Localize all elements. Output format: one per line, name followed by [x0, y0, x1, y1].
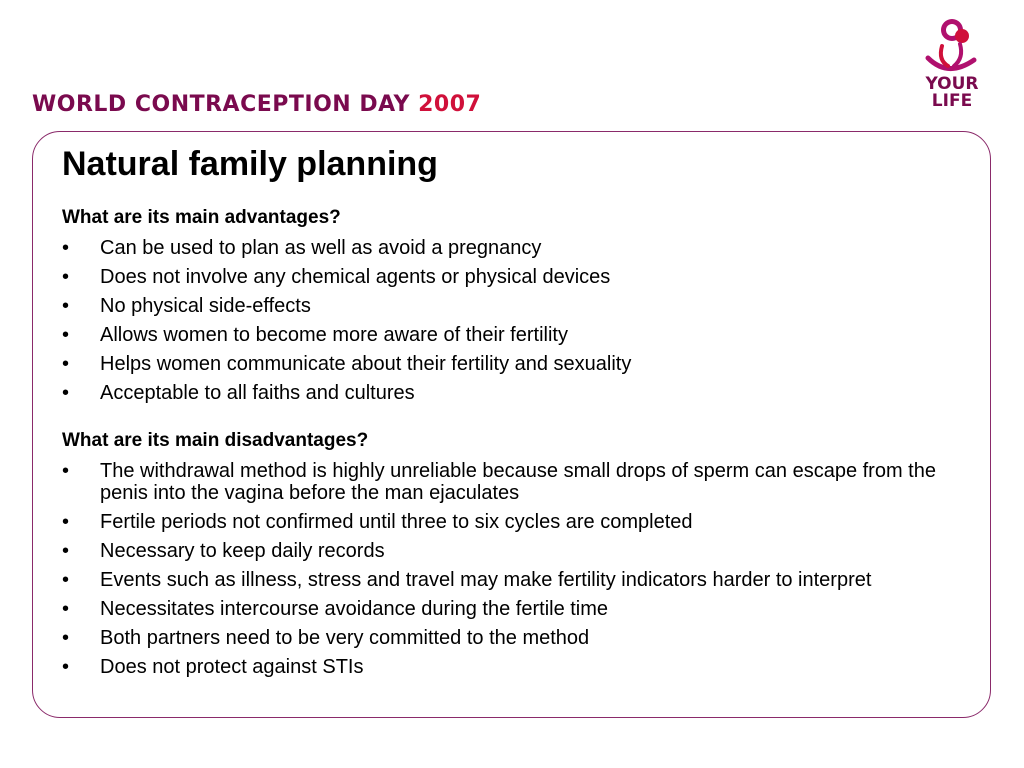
bullet-icon: • — [62, 460, 70, 482]
advantages-heading: What are its main advantages? — [62, 207, 341, 228]
disadvantages-heading: What are its main disadvantages? — [62, 430, 369, 451]
bullet-icon: • — [62, 295, 70, 317]
bullet-icon: • — [62, 353, 70, 375]
bullet-icon: • — [62, 627, 70, 649]
bullet-icon: • — [62, 237, 70, 259]
disadvantages-list — [62, 460, 962, 678]
list-item-text: Necessary to keep daily records — [100, 540, 385, 562]
list-item-text: Can be used to plan as well as avoid a pregnancy — [100, 237, 542, 259]
bullet-icon: • — [62, 569, 70, 591]
list-item-text: The withdrawal method is highly unreliable because small drops of sperm can escape from the penis into the vagina before the man ejaculates — [100, 460, 936, 504]
list-item — [62, 353, 962, 375]
list-item — [62, 627, 962, 649]
bullet-icon: • — [62, 656, 70, 678]
list-item — [62, 569, 962, 591]
list-item — [62, 511, 962, 533]
list-item-text: Fertile periods not confirmed until three to six cycles are completed — [100, 511, 693, 533]
list-item — [62, 460, 962, 504]
bullet-icon: • — [62, 266, 70, 288]
list-item-text: No physical side-effects — [100, 295, 311, 317]
list-item-text: Both partners need to be very committed to the method — [100, 627, 590, 649]
bullet-icon: • — [62, 382, 70, 404]
list-item-text: Acceptable to all faiths and cultures — [100, 382, 415, 404]
page-title: Natural family planning — [62, 145, 438, 183]
list-item-text: Events such as illness, stress and travel may make fertility indicators harder to interpret — [100, 569, 872, 591]
advantages-list — [62, 237, 962, 404]
banner-text: WORLD CONTRACEPTION DAY — [32, 92, 419, 117]
list-item — [62, 295, 962, 317]
slide-content — [62, 142, 962, 678]
logo-line-your: YOUR — [925, 74, 979, 94]
list-item-text: Does not protect against STIs — [100, 656, 364, 678]
list-item — [62, 598, 962, 620]
logo-wordmark — [922, 76, 982, 110]
section-spacer — [62, 404, 962, 429]
bullet-icon: • — [62, 540, 70, 562]
list-item — [62, 382, 962, 404]
bullet-icon: • — [62, 324, 70, 346]
list-item-text: Does not involve any chemical agents or physical devices — [100, 266, 611, 288]
banner-year: 2007 — [418, 92, 482, 117]
list-item-text: Necessitates intercourse avoidance during the fertile time — [100, 598, 609, 620]
list-item — [62, 656, 962, 678]
list-item — [62, 540, 962, 562]
list-item-text: Allows women to become more aware of their fertility — [100, 324, 568, 346]
event-banner — [32, 92, 481, 117]
list-item — [62, 324, 962, 346]
bullet-icon: • — [62, 511, 70, 533]
list-item-text: Helps women communicate about their fertility and sexuality — [100, 353, 632, 375]
bullet-icon: • — [62, 598, 70, 620]
logo-line-life: LIFE — [931, 91, 973, 111]
list-item — [62, 266, 962, 288]
list-item — [62, 237, 962, 259]
